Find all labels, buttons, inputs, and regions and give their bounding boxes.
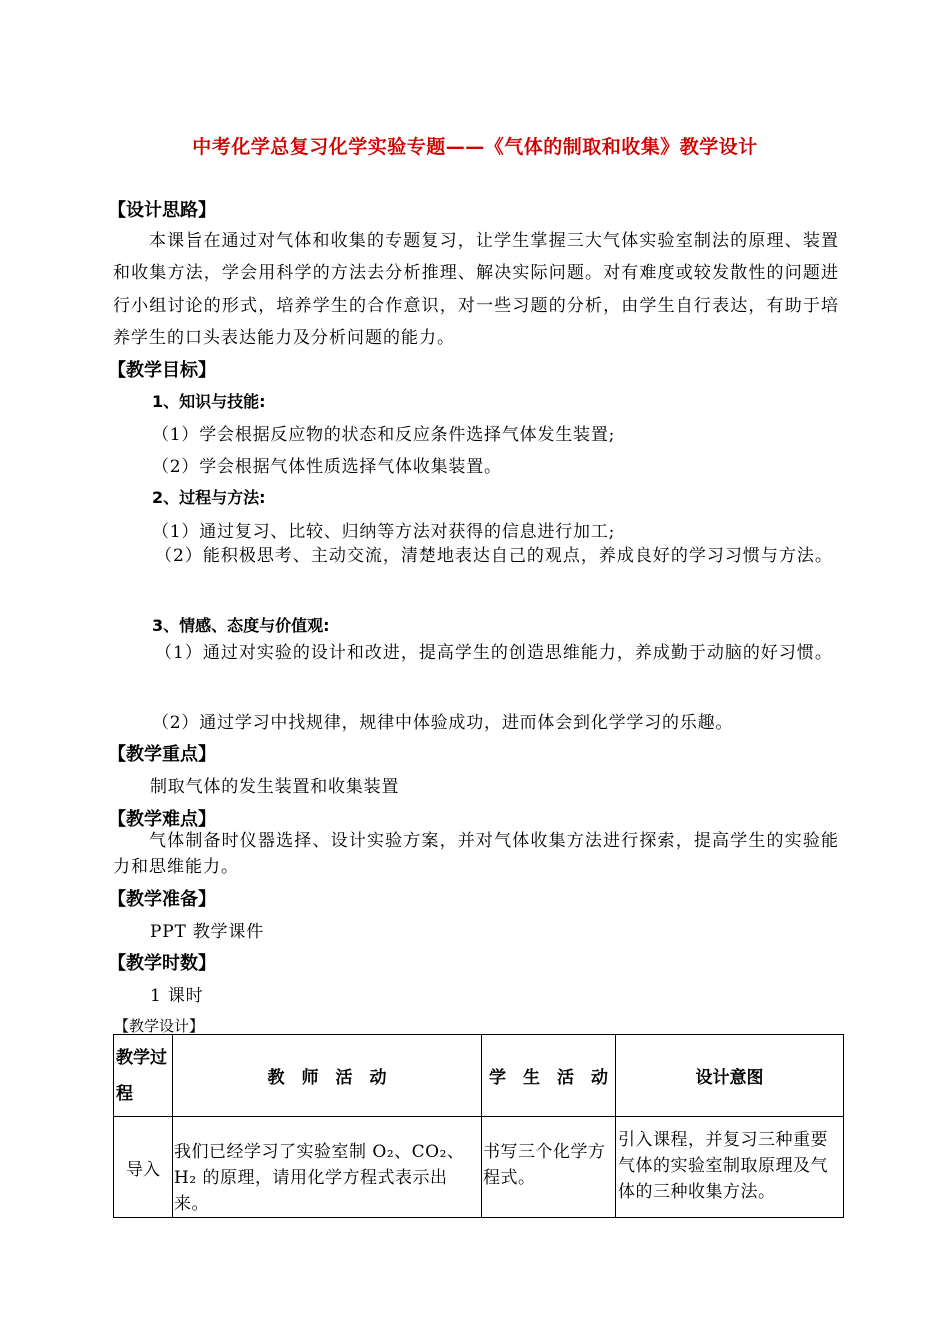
key-points-text: 制取气体的发生装置和收集装置: [150, 777, 400, 797]
key-points-heading: 【教学重点】: [108, 744, 216, 765]
table-row: [114, 1117, 844, 1218]
emotion-item-2: （2）通过学习中找规律，规律中体验成功，进而体会到化学学习的乐趣。: [152, 713, 734, 733]
knowledge-skill-title: 1、知识与技能:: [152, 392, 266, 411]
process-method-title: 2、过程与方法:: [152, 488, 266, 507]
header-student: 学 生 活 动: [482, 1035, 616, 1117]
preparation-text: PPT 教学课件: [150, 922, 265, 942]
header-intent: 设计意图: [616, 1035, 844, 1117]
row-process: 导入: [114, 1117, 173, 1218]
design-idea-text: 本课旨在通过对气体和收集的专题复习，让学生掌握三大气体实验室制法的原理、装置和收集方法，学会用科学的方法去分析推理、解决实际问题。对有难度或较发散性的问题进行小组讨论的形式，培养学生的合作意识，对一些习题的分析，由学生自行表达，有助于培养学生的口头表达能力及分析问题的能力。: [113, 231, 839, 348]
document-title: 中考化学总复习化学实验专题——《气体的制取和收集》教学设计: [192, 136, 758, 158]
design-idea-heading: 【设计思路】: [108, 200, 216, 221]
process-item-1: （1）通过复习、比较、归纳等方法对获得的信息进行加工;: [152, 522, 616, 542]
difficulties-text: 气体制备时仪器选择、设计实验方案，并对气体收集方法进行探索，提高学生的实验能力和思维能力。: [113, 831, 839, 877]
header-process: 教学过程: [114, 1035, 173, 1117]
header-teacher: 教 师 活 动: [173, 1035, 482, 1117]
process-item-2: （2）能积极思考、主动交流，清楚地表达自己的观点，养成良好的学习习惯与方法。: [155, 546, 833, 566]
design-table-caption: 【教学设计】: [114, 1017, 205, 1035]
emotion-item-1: （1）通过对实验的设计和改进，提高学生的创造思维能力，养成勤于动脑的好习惯。: [155, 643, 833, 663]
hours-text: 1 课时: [150, 986, 204, 1006]
difficulties-heading: 【教学难点】: [108, 809, 216, 830]
row-intent: 引入课程，并复习三种重要气体的实验室制取原理及气体的三种收集方法。: [616, 1117, 844, 1218]
goals-heading: 【教学目标】: [108, 360, 216, 381]
hours-heading: 【教学时数】: [108, 953, 216, 974]
knowledge-item-1: （1）学会根据反应物的状态和反应条件选择气体发生装置;: [152, 425, 616, 445]
knowledge-item-2: （2）学会根据气体性质选择气体收集装置。: [152, 457, 502, 477]
design-table-header-row: [114, 1035, 844, 1117]
row-teacher: 我们已经学习了实验室制 O₂、CO₂、H₂ 的原理，请用化学方程式表示出来。: [173, 1117, 482, 1218]
row-student: 书写三个化学方程式。: [482, 1117, 616, 1218]
emotion-title: 3、情感、态度与价值观:: [152, 616, 330, 635]
design-table: [113, 1034, 844, 1218]
preparation-heading: 【教学准备】: [108, 889, 216, 910]
